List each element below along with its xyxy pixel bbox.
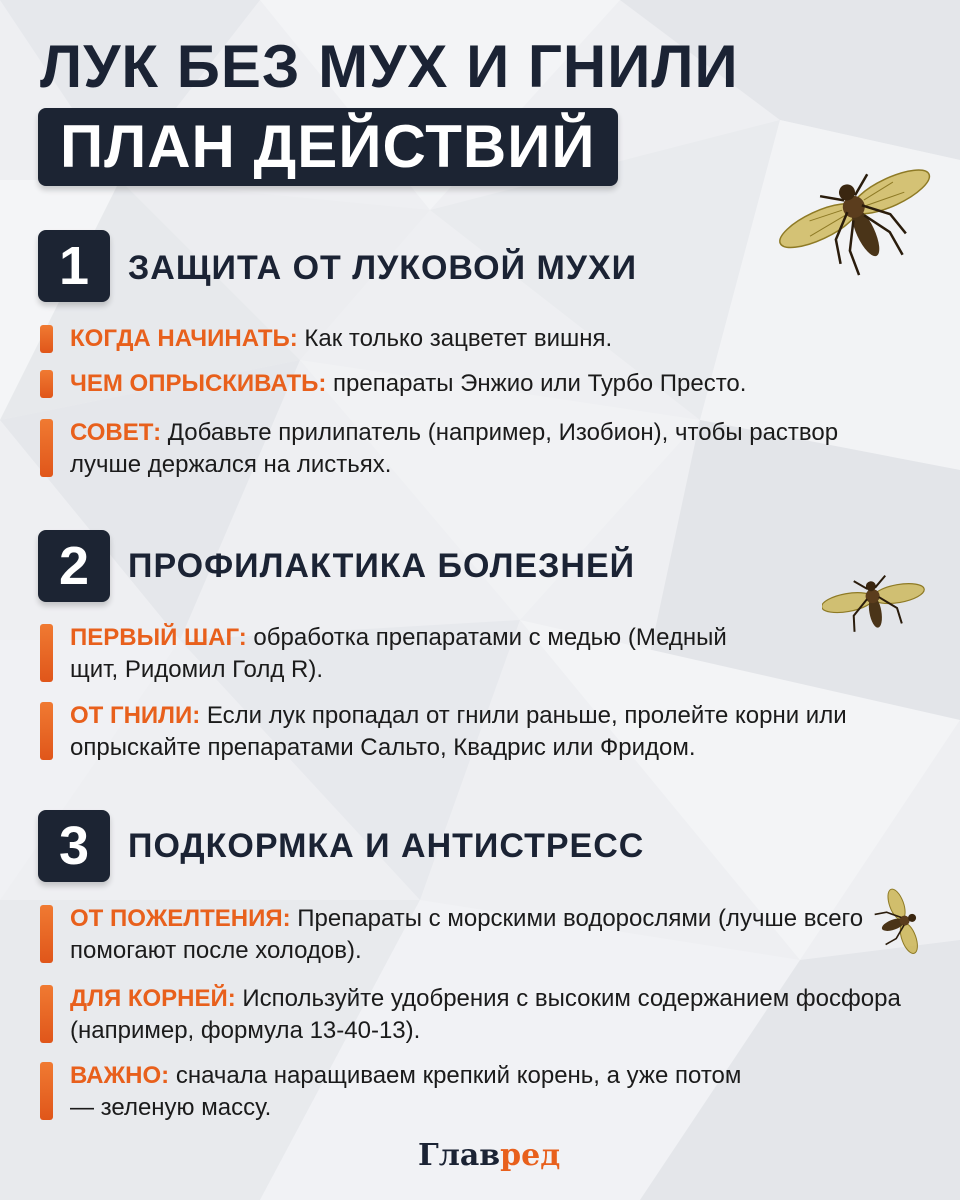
- item-text: Препараты с морскими водорослями (лучше всего помогают после холодов).: [70, 905, 864, 964]
- section-title: ПРОФИЛАКТИКА БОЛЕЗНЕЙ: [128, 547, 636, 585]
- item-text: препараты Энжио или Турбо Престо.: [326, 370, 747, 397]
- item-text: сначала наращиваем крепкий корень, а уже потом — зеленую массу.: [70, 1062, 742, 1121]
- list-item: [40, 368, 950, 400]
- page-subtitle: ПЛАН ДЕЙСТВИЙ: [60, 113, 596, 180]
- item-text: обработка препаратами с медью (Медный щит, Ридомил Голд R).: [70, 624, 727, 683]
- section-number: 2: [38, 530, 110, 602]
- item-text: Добавьте прилипатель (например, Изобион), чтобы раствор лучше держался на листьях.: [70, 419, 839, 478]
- list-item: [40, 417, 890, 481]
- section-title: ЗАЩИТА ОТ ЛУКОВОЙ МУХИ: [128, 249, 638, 287]
- item-label: ОТ ГНИЛИ:: [70, 702, 201, 729]
- item-label: КОГДА НАЧИНАТЬ:: [70, 325, 298, 352]
- subtitle-banner: [38, 108, 618, 186]
- list-item: [40, 983, 950, 1047]
- fly-icon: [822, 568, 926, 640]
- item-label: ЧЕМ ОПРЫСКИВАТЬ:: [70, 370, 327, 397]
- item-label: ВАЖНО:: [70, 1062, 170, 1089]
- page-title: ЛУК БЕЗ МУХ И ГНИЛИ: [40, 33, 739, 100]
- list-item: [40, 700, 950, 764]
- list-item: [40, 1060, 770, 1124]
- fly-icon: [866, 880, 930, 966]
- item-label: ДЛЯ КОРНЕЙ:: [70, 985, 236, 1012]
- section-number: 3: [38, 810, 110, 882]
- brand-logo: [418, 1138, 560, 1174]
- section-title: ПОДКОРМКА И АНТИСТРЕСС: [128, 827, 645, 865]
- item-label: СОВЕТ:: [70, 419, 162, 446]
- brand-part-1: Глав: [418, 1138, 501, 1173]
- fly-icon: [776, 148, 940, 284]
- item-text: Если лук пропадал от гнили раньше, пролейте корни или опрыскайте препаратами Сальто, Квадрис или Фридом.: [70, 702, 847, 761]
- list-item: [40, 622, 750, 686]
- brand-part-2: ред: [500, 1138, 561, 1173]
- list-item: [40, 903, 870, 967]
- list-item: [40, 323, 950, 355]
- item-label: ОТ ПОЖЕЛТЕНИЯ:: [70, 905, 291, 932]
- section-number: 1: [38, 230, 110, 302]
- item-label: ПЕРВЫЙ ШАГ:: [70, 624, 247, 651]
- item-text: Как только зацветет вишня.: [297, 325, 613, 352]
- item-text: Используйте удобрения с высоким содержанием фосфора (например, формула 13-40-13).: [70, 985, 901, 1044]
